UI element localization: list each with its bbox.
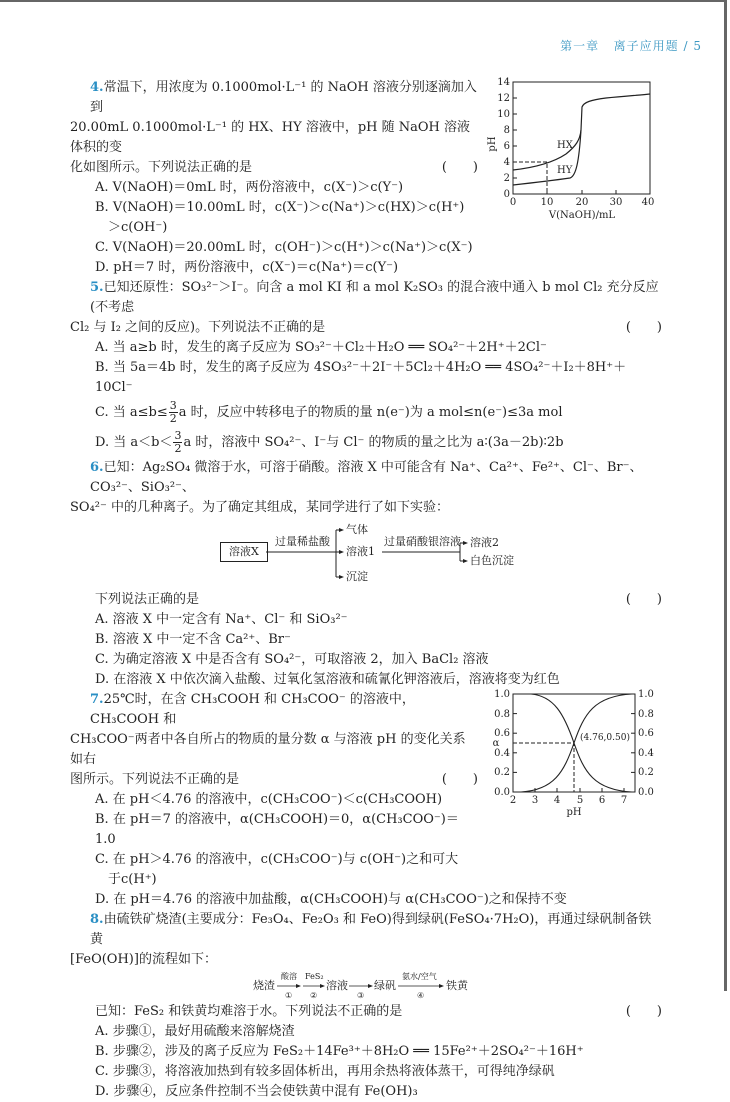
question-8-stem: 已知：FeS₂ 和铁黄均难溶于水。下列说法不正确的是	[95, 1004, 403, 1019]
option-d: D. 步骤④，反应条件控制不当会使铁黄中混有 Fe(OH)₃	[95, 1084, 418, 1099]
flow-step-label: 氨水/空气	[402, 972, 437, 981]
y-tick: 0.4	[494, 748, 510, 759]
y-tick: 1.0	[494, 689, 510, 700]
option-a: A. 当 a≥b 时，发生的离子反应为 SO₃²⁻＋Cl₂＋H₂O ══ SO₄²⁻＋2H⁺＋2Cl⁻	[95, 340, 547, 355]
question-number: 4.	[90, 80, 104, 95]
flow-node: 溶液	[326, 979, 348, 992]
x-tick-labels	[510, 197, 655, 208]
x-axis-label: V(NaOH)/mL	[548, 210, 616, 221]
option-text: C. 当 a≤b≤	[95, 405, 168, 420]
question-text: 图所示。下列说法不正确的是	[70, 772, 240, 787]
flow-node: 绿矾	[374, 979, 396, 992]
question-6-line-1	[70, 458, 662, 498]
question-6-line-2: SO₄²⁻ 中的几种离子。为了确定其组成，某同学进行了如下实验：	[70, 500, 449, 515]
y-tick: 14	[497, 77, 510, 88]
x-tick: 3	[531, 795, 539, 806]
question-4-line-3	[70, 158, 478, 178]
answer-bracket: ( )	[441, 160, 478, 175]
x-tick-labels	[510, 795, 627, 806]
question-number: 5.	[90, 280, 104, 295]
question-5	[70, 278, 662, 458]
y-tick: 4	[503, 157, 510, 168]
x-tick: 5	[576, 795, 584, 806]
fraction	[173, 430, 182, 455]
flow-node: 烧渣	[253, 979, 275, 992]
option-a: A. 溶液 X 中一定含有 Na⁺、Cl⁻ 和 SiO₃²⁻	[95, 612, 348, 627]
answer-bracket: ( )	[625, 1004, 662, 1019]
flow-step-label: 酸溶	[281, 972, 297, 981]
question-4	[70, 78, 662, 278]
question-7-line-3	[70, 770, 478, 790]
solution-1: 溶液1	[346, 545, 375, 558]
alpha-ph-chart	[486, 684, 662, 819]
question-7	[70, 690, 662, 910]
x-tick: 10	[540, 197, 554, 208]
option-c: C. 为确定溶液 X 中是否含有 SO₄²⁻，可取溶液 2，加入 BaCl₂ 溶液	[95, 652, 489, 667]
question-6	[70, 458, 662, 690]
question-number: 7.	[90, 692, 104, 707]
question-text: 常温下，用浓度为 0.1000mol·L⁻¹ 的 NaOH 溶液分别逐滴加入到	[90, 80, 477, 115]
hx-label: HX	[557, 140, 573, 151]
y-tick: 6	[503, 141, 510, 152]
option-c: C. 在 pH＞4.76 的溶液中，c(CH₃COO⁻)与 c(OH⁻)之和可大	[95, 852, 459, 867]
x-tick: 6	[598, 795, 606, 806]
start-box: 溶液X	[220, 542, 268, 562]
white-precipitate: 白色沉淀	[470, 554, 514, 567]
flow-step-number: ①	[285, 991, 293, 1000]
option-d: D. 在溶液 X 中依次滴入盐酸、过氧化氢溶液和硫氰化钾溶液后，溶液将变为红色	[95, 672, 560, 687]
separator: /	[683, 39, 689, 53]
option-c-cont: 于c(H⁺)	[108, 872, 157, 887]
option-a: A. 在 pH＜4.76 的溶液中，c(CH₃COO⁻)＜c(CH₃COOH)	[95, 792, 443, 807]
x-tick: 40	[641, 197, 655, 208]
y-tick-labels-right	[638, 689, 654, 798]
option-a: A. 步骤①，最好用硫酸来溶解烧渣	[95, 1024, 295, 1039]
option-d	[70, 428, 662, 458]
flow-node: 铁黄	[446, 979, 468, 992]
y-tick: 0.8	[638, 709, 654, 720]
reference-dashes	[513, 743, 574, 792]
titration-chart	[486, 72, 662, 222]
x-axis-label: pH	[566, 807, 582, 818]
question-text: Cl₂ 与 I₂ 之间的反应)。下列说法不正确的是	[70, 320, 326, 335]
running-header	[560, 37, 702, 54]
y-tick: 0.2	[638, 767, 654, 778]
question-text: 25℃时，在含 CH₃COOH 和 CH₃COO⁻ 的溶液中，CH₃COOH 和	[90, 692, 415, 727]
option-text: D. 当 a＜b＜	[95, 435, 173, 450]
option-a: A. V(NaOH)＝0mL 时，两份溶液中，c(X⁻)＞c(Y⁻)	[95, 180, 404, 195]
y-tick: 0.6	[638, 728, 654, 739]
question-text: 由硫铁矿烧渣(主要成分：Fe₃O₄、Fe₂O₃ 和 FeO)得到绿矾(FeSO₄·7H₂O)，再通过绿矾制备铁黄	[90, 912, 652, 947]
y-tick: 0.0	[638, 787, 654, 798]
intersection-label: (4.76,0.50)	[580, 733, 630, 743]
flow-step-number: ③	[357, 991, 365, 1000]
question-4-line-2: 20.00mL 0.1000mol·L⁻¹ 的 HX、HY 溶液中，pH 随 NaOH 溶液体积的变	[70, 120, 471, 155]
flow-step-number: ④	[417, 991, 425, 1000]
y-tick: 0	[503, 189, 510, 200]
option-d: D. 在 pH＝4.76 的溶液中加盐酸，α(CH₃COOH)与 α(CH₃COO⁻)之和保持不变	[95, 892, 567, 907]
question-text: 已知还原性：SO₃²⁻＞I⁻。向含 a mol KI 和 a mol K₂SO₃ 的混合液中通入 b mol Cl₂ 充分反应(不考虑	[90, 280, 659, 315]
option-b: B. 步骤②，涉及的离子反应为 FeS₂＋14Fe³⁺＋8H₂O ══ 15Fe²⁺＋2SO₄²⁻＋16H⁺	[95, 1044, 584, 1059]
y-tick: 0.6	[494, 728, 510, 739]
page-content	[70, 78, 662, 1102]
option-text: a 时，反应中转移电子的物质的量 n(e⁻)为 a mol≤n(e⁻)≤3a mol	[178, 405, 563, 420]
option-c: C. V(NaOH)＝20.00mL 时，c(OH⁻)＞c(H⁺)＞c(Na⁺)＞c(X⁻)	[95, 240, 473, 255]
y-tick: 0.0	[494, 787, 510, 798]
chapter-label: 第一章	[560, 39, 600, 53]
gas-product: 气体	[346, 523, 368, 536]
y-tick: 0.2	[494, 767, 510, 778]
experiment-diagram	[70, 518, 662, 590]
flow-step-number: ②	[310, 991, 318, 1000]
x-tick: 7	[620, 795, 628, 806]
y-axis-label: pH	[487, 136, 498, 152]
plot-frame	[513, 82, 650, 194]
reagent-2: 过量硝酸银溶液	[384, 535, 461, 548]
option-b: B. 在 pH＝7 的溶液中，α(CH₃COOH)＝0，α(CH₃COO⁻)＝1.0	[95, 812, 459, 847]
question-8-line-1	[70, 910, 662, 950]
question-number: 8.	[90, 912, 104, 927]
y-tick: 12	[497, 93, 510, 104]
option-c: C. 步骤③，将溶液加热到有较多固体析出，再用余热将液体蒸干，可得纯净绿矾	[95, 1064, 555, 1079]
y-tick-labels	[497, 77, 510, 200]
page-number: 5	[693, 39, 702, 53]
question-text: 化如图所示。下列说法正确的是	[70, 160, 253, 175]
reference-dashes	[513, 162, 547, 194]
question-8-stem-row	[70, 1002, 662, 1022]
question-number: 6.	[90, 460, 104, 475]
option-text: a 时，溶液中 SO₄²⁻、I⁻与 Cl⁻ 的物质的量之比为 a∶(3a－2b)∶2b	[183, 435, 564, 450]
option-c	[70, 398, 662, 428]
option-b-cont: ＞c(OH⁻)	[108, 220, 168, 235]
denominator: 2	[169, 412, 177, 425]
flow-step-label: FeS₂	[305, 972, 324, 981]
x-tick: 4	[553, 795, 561, 806]
option-b: B. 当 5a＝4b 时，发生的离子反应为 4SO₃²⁻＋2I⁻＋5Cl₂＋4H₂O ══ 4SO₄²⁻＋I₂＋8H⁺＋10Cl⁻	[95, 360, 627, 395]
solution-2: 溶液2	[470, 536, 499, 549]
answer-bracket: ( )	[441, 772, 478, 787]
question-8-line-2: [FeO(OH)]的流程如下：	[70, 952, 217, 967]
y-tick: 0.4	[638, 748, 654, 759]
option-d: D. pH＝7 时，两份溶液中，c(X⁻)＝c(Na⁺)＝c(Y⁻)	[95, 260, 399, 275]
x-tick: 2	[509, 795, 517, 806]
numerator: 3	[169, 399, 177, 412]
option-b: B. V(NaOH)＝10.00mL 时，c(X⁻)＞c(Na⁺)＞c(HX)＞c(H⁺)	[95, 200, 465, 215]
chapter-title: 离子应用题	[613, 39, 679, 53]
denominator: 2	[174, 442, 182, 455]
numerator: 3	[174, 429, 182, 442]
precipitate: 沉淀	[346, 570, 368, 583]
fraction	[169, 400, 178, 425]
y-axis-label: α	[492, 738, 500, 749]
y-tick: 1.0	[638, 689, 654, 700]
question-6-stem: 下列说法正确的是	[95, 592, 200, 607]
answer-bracket: ( )	[625, 592, 662, 607]
hy-label: HY	[557, 165, 573, 176]
reagent-1: 过量稀盐酸	[275, 535, 330, 548]
question-text: 已知：Ag₂SO₄ 微溶于水，可溶于硝酸。溶液 X 中可能含有 Na⁺、Ca²⁺、Fe²⁺、Cl⁻、Br⁻、CO₃²⁻、SiO₃²⁻、	[90, 460, 643, 495]
y-tick: 2	[503, 173, 510, 184]
option-b: B. 溶液 X 中一定不含 Ca²⁺、Br⁻	[95, 632, 291, 647]
y-tick: 0.8	[494, 709, 510, 720]
question-7-line-2: CH₃COO⁻两者中各自所占的物质的量分数 α 与溶液 pH 的变化关系如右	[70, 732, 466, 767]
y-tick: 8	[503, 125, 510, 136]
x-tick: 0	[509, 197, 517, 208]
y-tick: 10	[497, 109, 510, 120]
flow-arrows	[70, 970, 662, 1002]
answer-bracket: ( )	[625, 320, 662, 335]
hx-curve	[513, 94, 650, 170]
x-tick: 20	[575, 197, 589, 208]
question-8	[70, 910, 662, 1102]
x-tick: 30	[609, 197, 623, 208]
question-6-stem-row	[70, 590, 662, 610]
question-5-line-2	[70, 318, 662, 338]
question-5-line-1	[70, 278, 662, 318]
process-flow	[70, 970, 662, 1002]
